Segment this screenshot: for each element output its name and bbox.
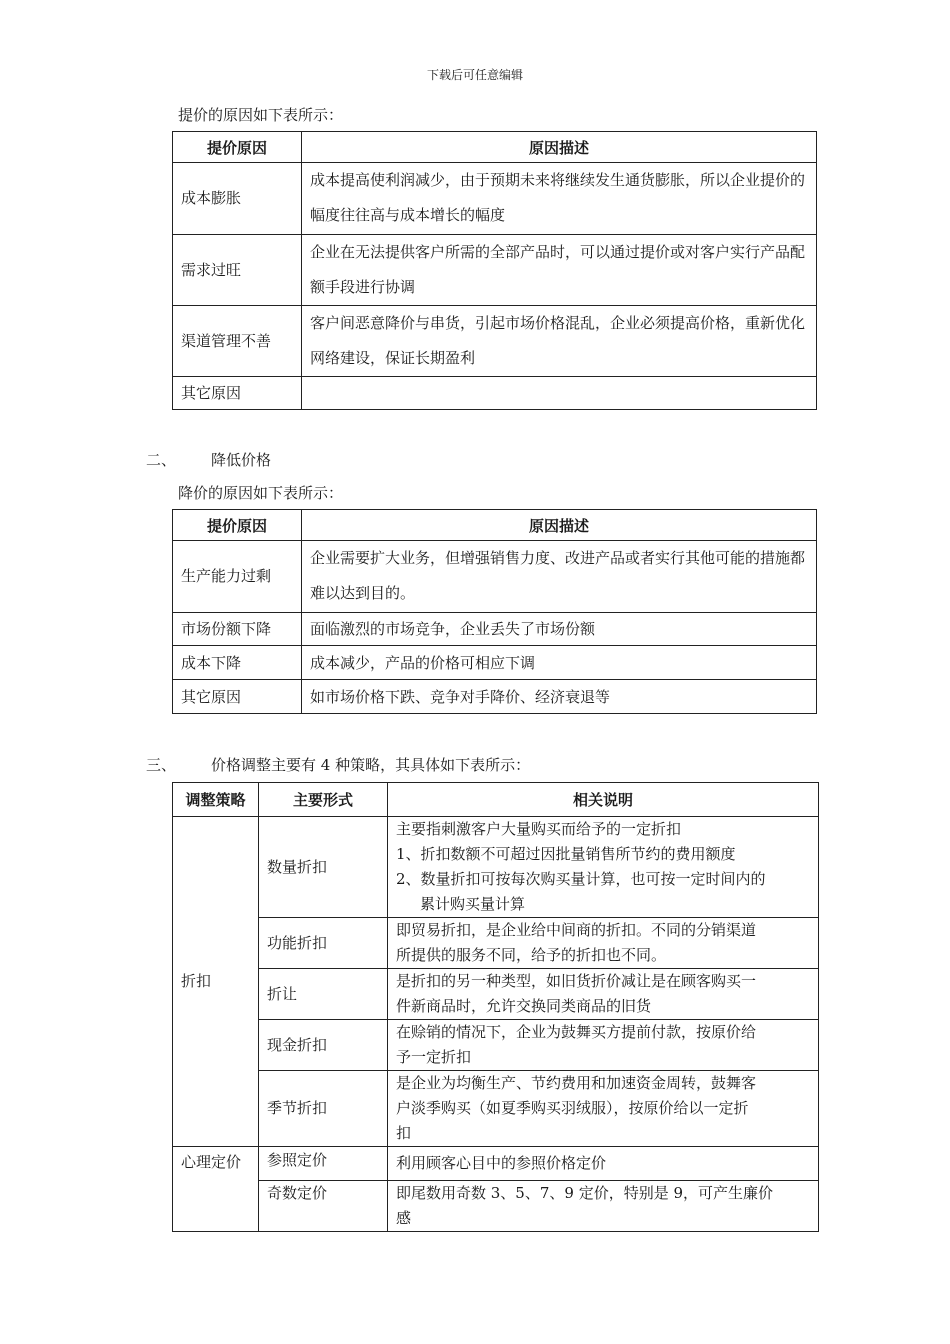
desc-line: 是折扣的另一种类型，如旧货折价减让是在顾客购买一 xyxy=(396,972,757,990)
reason-cell: 市场份额下降 xyxy=(173,613,302,646)
column-header: 提价原因 xyxy=(173,132,302,163)
table-row xyxy=(173,613,817,646)
reason-cell: 成本膨胀 xyxy=(173,163,302,235)
desc-line: 件新商品时，允许交换同类商品的旧货 xyxy=(396,997,652,1015)
desc-line: 2、数量折扣可按每次购买量计算，也可按一定时间内的 xyxy=(396,870,766,888)
desc-cell: 企业需要扩大业务，但增强销售力度、改进产品或者实行其他可能的措施都难以达到目的。 xyxy=(302,541,817,613)
desc-cell xyxy=(388,1181,819,1232)
desc-cell: 面临激烈的市场竞争，企业丢失了市场份额 xyxy=(302,613,817,646)
reason-cell: 需求过旺 xyxy=(173,235,302,306)
raise-price-table xyxy=(172,131,817,410)
desc-cell xyxy=(388,1147,819,1181)
form-cell: 现金折扣 xyxy=(259,1020,388,1071)
reason-cell: 其它原因 xyxy=(173,680,302,714)
reason-cell: 渠道管理不善 xyxy=(173,306,302,377)
desc-line: 扣 xyxy=(396,1124,412,1142)
table-row xyxy=(173,306,817,377)
column-header: 原因描述 xyxy=(302,132,817,163)
desc-line: 即尾数用奇数 3、5、7、9 定价，特别是 9，可产生廉价 xyxy=(396,1184,774,1202)
desc-cell: 企业在无法提供客户所需的全部产品时，可以通过提价或对客户实行产品配额手段进行协调 xyxy=(302,235,817,306)
table-header-row xyxy=(173,510,817,541)
strategy-table xyxy=(172,782,819,1232)
strategy-cell: 心理定价 xyxy=(173,1147,259,1232)
desc-cell: 客户间恶意降价与串货，引起市场价格混乱，企业必须提高价格，重新优化网络建设，保证长期盈利 xyxy=(302,306,817,377)
column-header: 主要形式 xyxy=(259,783,388,817)
section-title: 降低价格 xyxy=(211,451,272,469)
section-title: 价格调整主要有 4 种策略，其具体如下表所示： xyxy=(211,756,531,774)
reason-cell: 其它原因 xyxy=(173,377,302,410)
form-cell: 奇数定价 xyxy=(259,1181,388,1232)
table-header-row xyxy=(173,783,819,817)
table-row xyxy=(173,541,817,613)
table-row xyxy=(173,235,817,306)
table-row xyxy=(173,1071,819,1147)
desc-cell: 如市场价格下跌、竞争对手降价、经济衰退等 xyxy=(302,680,817,714)
desc-line: 累计购买量计算 xyxy=(420,895,526,913)
form-cell: 季节折扣 xyxy=(259,1071,388,1147)
table-row xyxy=(173,817,819,918)
table-row xyxy=(173,377,817,410)
desc-line: 是企业为均衡生产、节约费用和加速资金周转，鼓舞客 xyxy=(396,1074,757,1092)
desc-cell xyxy=(388,1071,819,1147)
form-cell: 功能折扣 xyxy=(259,918,388,969)
reason-cell: 生产能力过剩 xyxy=(173,541,302,613)
desc-cell xyxy=(388,817,819,918)
column-header: 调整策略 xyxy=(173,783,259,817)
table-row xyxy=(173,918,819,969)
desc-cell: 成本减少，产品的价格可相应下调 xyxy=(302,646,817,680)
desc-line: 即贸易折扣，是企业给中间商的折扣。不同的分销渠道 xyxy=(396,921,757,939)
table-row xyxy=(173,1147,819,1181)
lower-price-table xyxy=(172,509,817,714)
intro-raise-price: 提价的原因如下表所示： xyxy=(178,106,344,124)
column-header: 原因描述 xyxy=(302,510,817,541)
table-row xyxy=(173,969,819,1020)
desc-cell: 成本提高使利润减少，由于预期未来将继续发生通货膨胀，所以企业提价的幅度往往高与成本增长的幅度 xyxy=(302,163,817,235)
desc-line: 在赊销的情况下，企业为鼓舞买方提前付款，按原价给 xyxy=(396,1023,757,1041)
table-row xyxy=(173,680,817,714)
table-row xyxy=(173,163,817,235)
desc-cell xyxy=(388,1020,819,1071)
intro-lower-price: 降价的原因如下表所示： xyxy=(178,484,344,502)
desc-line: 所提供的服务不同，给予的折扣也不同。 xyxy=(396,946,667,964)
table-row xyxy=(173,1181,819,1232)
section-number: 三、 xyxy=(146,756,177,774)
desc-line: 1、折扣数额不可超过因批量销售所节约的费用额度 xyxy=(396,845,736,863)
desc-line: 感 xyxy=(396,1209,412,1227)
desc-line: 户淡季购买（如夏季购买羽绒服），按原价给以一定折 xyxy=(396,1099,749,1117)
table-header-row xyxy=(173,132,817,163)
desc-cell xyxy=(388,969,819,1020)
column-header: 提价原因 xyxy=(173,510,302,541)
page-header: 下载后可任意编辑 xyxy=(426,68,523,82)
form-cell: 数量折扣 xyxy=(259,817,388,918)
desc-line: 主要指刺激客户大量购买而给予的一定折扣 xyxy=(396,820,682,838)
reason-cell: 成本下降 xyxy=(173,646,302,680)
section-number: 二、 xyxy=(146,451,177,469)
column-header: 相关说明 xyxy=(388,783,819,817)
desc-line: 利用顾客心目中的参照价格定价 xyxy=(396,1154,607,1172)
table-row xyxy=(173,646,817,680)
table-row xyxy=(173,1020,819,1071)
form-cell: 参照定价 xyxy=(259,1147,388,1181)
desc-cell xyxy=(302,377,817,410)
desc-cell xyxy=(388,918,819,969)
strategy-cell: 折扣 xyxy=(173,817,259,1147)
desc-line: 予一定折扣 xyxy=(396,1048,472,1066)
form-cell: 折让 xyxy=(259,969,388,1020)
